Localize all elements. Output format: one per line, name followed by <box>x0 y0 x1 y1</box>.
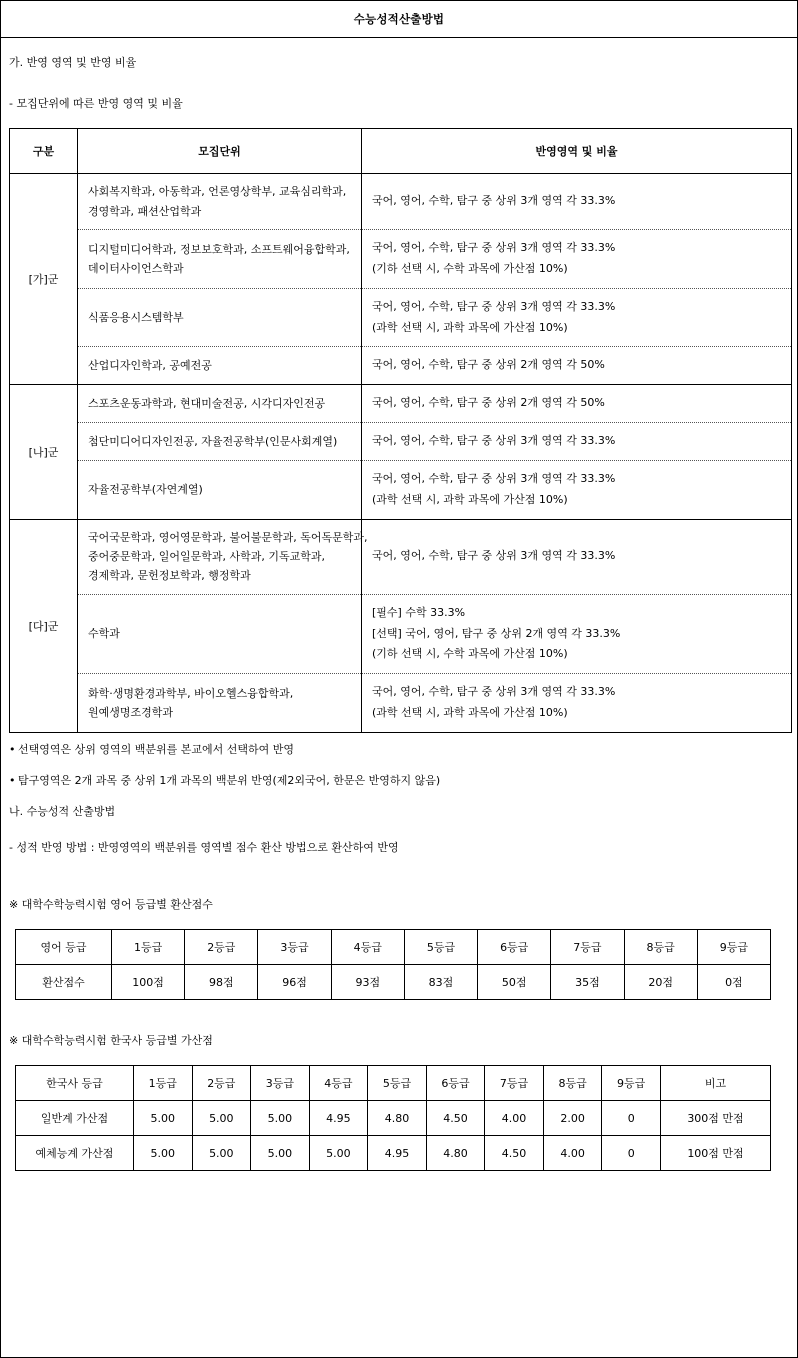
unit-cell <box>78 423 362 461</box>
ratio-line: 국어, 영어, 수학, 탐구 중 상위 3개 영역 각 33.3% <box>372 240 616 254</box>
remark-cell: 300점 만점 <box>661 1101 771 1136</box>
table-row <box>10 347 792 385</box>
grade-cell: 6등급 <box>426 1066 485 1101</box>
page-title: 수능성적산출방법 <box>353 12 445 26</box>
grade-cell: 2등급 <box>192 1066 251 1101</box>
unit-cell <box>78 519 368 594</box>
bullet-item <box>9 743 789 756</box>
grade-cell: 9등급 <box>602 1066 661 1101</box>
english-score-row <box>16 965 771 1000</box>
table-row <box>16 1101 771 1136</box>
bullet-dot-icon: • <box>9 743 16 757</box>
unit-line: 경영학과, 패션산업학과 <box>88 204 202 218</box>
table-row <box>10 174 792 230</box>
bonus-cell: 4.50 <box>485 1136 544 1171</box>
ratio-line: 국어, 영어, 수학, 탐구 중 상위 3개 영역 각 33.3% <box>372 299 616 313</box>
table-row <box>10 519 792 594</box>
english-table-wrap <box>1 929 797 1000</box>
grade-cell: 7등급 <box>485 1066 544 1101</box>
grade-cell: 4등급 <box>309 1066 368 1101</box>
grade-cell: 9등급 <box>697 930 770 965</box>
unit-line: 데이터사이언스학과 <box>88 261 184 275</box>
section-b-heading: 나. 수능성적 산출방법 <box>9 805 116 819</box>
score-cell: 35점 <box>551 965 624 1000</box>
score-cell: 100점 <box>112 965 185 1000</box>
bonus-cell: 5.00 <box>192 1101 251 1136</box>
history-header-label: 한국사 등급 <box>16 1066 134 1101</box>
reflection-table <box>9 128 792 733</box>
bonus-cell: 4.00 <box>543 1136 602 1171</box>
unit-line: 자율전공학부(자연계열) <box>88 483 203 497</box>
ratio-cell <box>362 347 792 385</box>
english-score-table <box>15 929 771 1000</box>
history-table-body <box>16 1066 771 1171</box>
ratio-line: [필수] 수학 33.3% <box>372 605 466 619</box>
grade-cell: 3등급 <box>258 930 331 965</box>
bonus-cell: 4.80 <box>426 1136 485 1171</box>
history-caption-block <box>1 1000 797 1065</box>
ratio-line: [선택] 국어, 영어, 탐구 중 상위 2개 영역 각 33.3% <box>372 626 621 640</box>
unit-line: 중어중문학과, 일어일문학과, 사학과, 기독교학과, <box>88 550 325 564</box>
grade-cell: 7등급 <box>551 930 624 965</box>
bonus-cell: 2.00 <box>543 1101 602 1136</box>
unit-cell <box>78 594 362 674</box>
row-label: 영어 등급 <box>16 930 112 965</box>
table-row <box>10 229 792 288</box>
section-a-block <box>1 38 797 128</box>
ratio-line: (과학 선택 시, 과학 과목에 가산점 10%) <box>372 493 568 506</box>
score-cell: 83점 <box>404 965 477 1000</box>
ratio-cell <box>362 174 792 230</box>
grade-cell: 4등급 <box>331 930 404 965</box>
unit-cell <box>78 229 362 288</box>
ratio-cell <box>362 288 792 347</box>
unit-line: 스포츠운동과학과, 현대미술전공, 시각디자인전공 <box>88 397 326 411</box>
history-score-table <box>15 1065 771 1171</box>
score-cell: 20점 <box>624 965 697 1000</box>
unit-line: 원예생명조경학과 <box>88 706 174 720</box>
ratio-line: (과학 선택 시, 과학 과목에 가산점 10%) <box>372 706 568 720</box>
history-table-wrap <box>1 1065 797 1171</box>
grade-cell: 5등급 <box>368 1066 427 1101</box>
group-label-cell: [가]군 <box>10 174 78 385</box>
unit-cell <box>78 174 362 230</box>
unit-line: 식품응용시스템학부 <box>88 310 184 324</box>
bonus-cell: 5.00 <box>251 1136 310 1171</box>
bonus-cell: 4.00 <box>485 1101 544 1136</box>
bullet-block <box>1 733 797 929</box>
ratio-line: (기하 선택 시, 수학 과목에 가산점 10%) <box>372 647 568 661</box>
history-header-row <box>16 1066 771 1101</box>
table-row <box>10 594 792 674</box>
ratio-cell <box>362 674 792 733</box>
bonus-cell: 4.95 <box>309 1101 368 1136</box>
bonus-cell: 4.50 <box>426 1101 485 1136</box>
ratio-cell <box>362 461 792 520</box>
document-title-bar <box>1 1 797 38</box>
score-cell: 98점 <box>185 965 258 1000</box>
table-row <box>10 461 792 520</box>
bonus-cell: 0 <box>602 1136 661 1171</box>
section-a-heading: 가. 반영 영역 및 반영 비율 <box>9 56 137 69</box>
score-cell: 96점 <box>258 965 331 1000</box>
bonus-cell: 5.00 <box>192 1136 251 1171</box>
group-label-cell: [나]군 <box>10 385 78 520</box>
ratio-cell <box>362 519 792 594</box>
header-ratio: 반영영역 및 비율 <box>362 129 792 174</box>
bonus-cell: 5.00 <box>134 1101 193 1136</box>
remark-cell: 100점 만점 <box>661 1136 771 1171</box>
ratio-line: 국어, 영어, 수학, 탐구 중 상위 3개 영역 각 33.3% <box>372 434 616 448</box>
ratio-line: 국어, 영어, 수학, 탐구 중 상위 2개 영역 각 50% <box>372 358 605 372</box>
row-label: 환산점수 <box>16 965 112 1000</box>
ratio-cell <box>362 229 792 288</box>
bonus-cell: 4.80 <box>368 1101 427 1136</box>
section-b-line: - 성적 반영 방법 : 반영영역의 백분위를 영역별 점수 환산 방법으로 환산하여 반영 <box>9 840 399 854</box>
header-gubun: 구분 <box>10 129 78 174</box>
grade-cell: 1등급 <box>112 930 185 965</box>
unit-line: 첨단미디어디자인전공, 자율전공학부(인문사회계열) <box>88 435 338 449</box>
english-grade-row <box>16 930 771 965</box>
ratio-cell <box>362 594 792 674</box>
english-table-caption: ※ 대학수학능력시험 영어 등급별 환산점수 <box>9 897 213 911</box>
bullet-text: 선택영역은 상위 영역의 백분위를 본교에서 선택하여 반영 <box>18 743 295 757</box>
ratio-line: (과학 선택 시, 과학 과목에 가산점 10%) <box>372 320 568 334</box>
table-row <box>10 674 792 733</box>
table-header-row <box>10 129 792 174</box>
row-label: 예체능계 가산점 <box>16 1136 134 1171</box>
table-row <box>10 288 792 347</box>
ratio-line: 국어, 영어, 수학, 탐구 중 상위 3개 영역 각 33.3% <box>372 194 616 208</box>
english-table-body <box>16 930 771 1000</box>
row-label: 일반계 가산점 <box>16 1101 134 1136</box>
unit-line: 화학·생명환경과학부, 바이오헬스융합학과, <box>88 686 294 700</box>
section-a-subheading: - 모집단위에 따른 반영 영역 및 비율 <box>9 97 183 111</box>
unit-cell <box>78 385 362 423</box>
unit-line: 경제학과, 문헌정보학과, 행정학과 <box>88 569 251 583</box>
ratio-line: 국어, 영어, 수학, 탐구 중 상위 3개 영역 각 33.3% <box>372 472 616 486</box>
bonus-cell: 5.00 <box>309 1136 368 1171</box>
reflection-table-wrap <box>1 128 797 733</box>
ratio-cell <box>362 385 792 423</box>
header-unit: 모집단위 <box>78 129 362 174</box>
grade-cell: 8등급 <box>543 1066 602 1101</box>
score-cell: 93점 <box>331 965 404 1000</box>
ratio-line: (기하 선택 시, 수학 과목에 가산점 10%) <box>372 261 568 275</box>
score-cell: 50점 <box>478 965 551 1000</box>
bullet-item <box>9 774 789 787</box>
score-cell: 0점 <box>697 965 770 1000</box>
grade-cell: 3등급 <box>251 1066 310 1101</box>
unit-cell <box>78 347 362 385</box>
ratio-line: 국어, 영어, 수학, 탐구 중 상위 3개 영역 각 33.3% <box>372 685 616 699</box>
reflection-table-body <box>10 174 792 733</box>
table-row <box>10 385 792 423</box>
unit-cell <box>78 674 362 733</box>
ratio-line: 국어, 영어, 수학, 탐구 중 상위 2개 영역 각 50% <box>372 396 605 410</box>
grade-cell: 5등급 <box>404 930 477 965</box>
ratio-cell <box>362 423 792 461</box>
ratio-line: 국어, 영어, 수학, 탐구 중 상위 3개 영역 각 33.3% <box>372 549 616 563</box>
grade-cell: 8등급 <box>624 930 697 965</box>
bonus-cell: 0 <box>602 1101 661 1136</box>
bonus-cell: 4.95 <box>368 1136 427 1171</box>
grade-cell: 1등급 <box>134 1066 193 1101</box>
table-row <box>16 1136 771 1171</box>
bonus-cell: 5.00 <box>134 1136 193 1171</box>
group-label-cell: [다]군 <box>10 519 78 732</box>
history-table-caption: ※ 대학수학능력시험 한국사 등급별 가산점 <box>9 1034 213 1048</box>
unit-line: 산업디자인학과, 공예전공 <box>88 359 212 373</box>
remark-header: 비고 <box>661 1066 771 1101</box>
unit-line: 수학과 <box>88 627 120 641</box>
bonus-cell: 5.00 <box>251 1101 310 1136</box>
table-row <box>10 423 792 461</box>
bullet-text: 탐구영역은 2개 과목 중 상위 1개 과목의 백분위 반영(제2외국어, 한문은 반영하지 않음) <box>18 774 441 788</box>
unit-line: 디지털미디어학과, 정보보호학과, 소프트웨어융합학과, <box>88 242 350 256</box>
unit-line: 국어국문학과, 영어영문학과, 불어불문학과, 독어독문학과, <box>88 530 368 544</box>
bullet-dot-icon: • <box>9 774 16 788</box>
grade-cell: 2등급 <box>185 930 258 965</box>
unit-cell <box>78 461 362 520</box>
unit-line: 사회복지학과, 아동학과, 언론영상학부, 교육심리학과, <box>88 185 347 199</box>
grade-cell: 6등급 <box>478 930 551 965</box>
unit-cell <box>78 288 362 347</box>
